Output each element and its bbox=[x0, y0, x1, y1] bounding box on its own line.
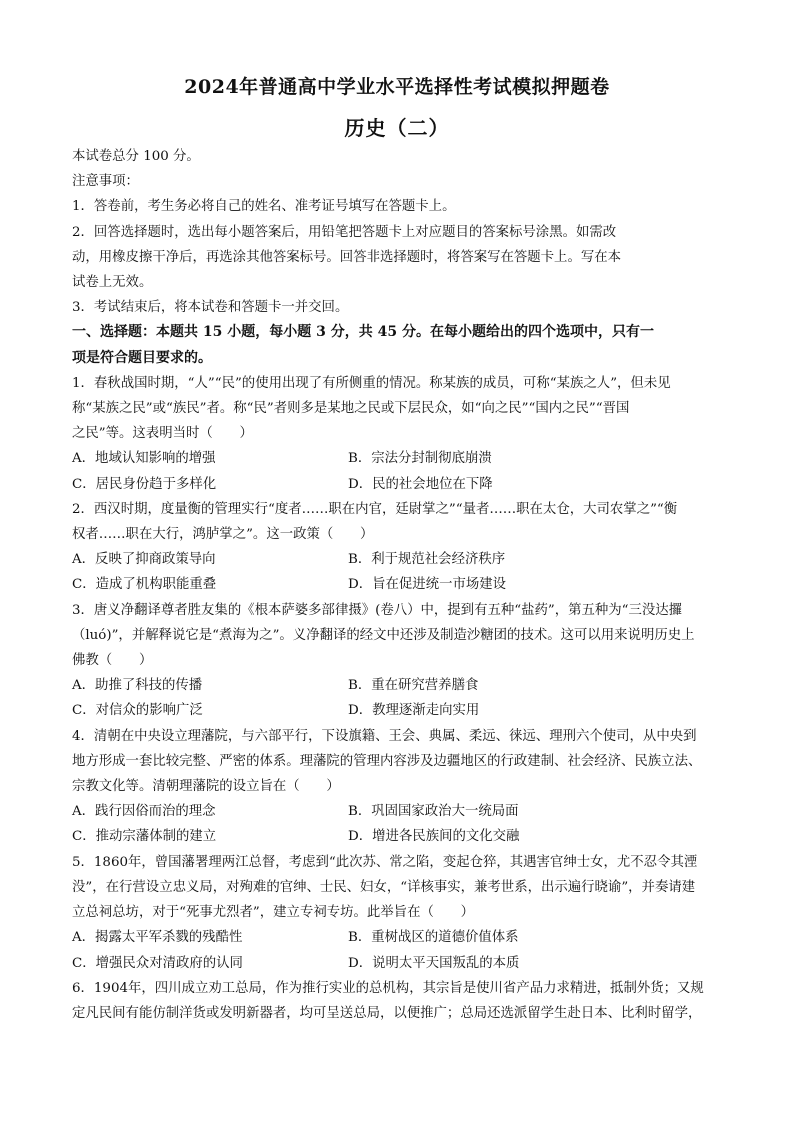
options-row bbox=[72, 799, 732, 824]
options-row bbox=[72, 951, 732, 976]
options-row bbox=[72, 547, 732, 572]
options-row bbox=[72, 698, 732, 723]
question-line: 定凡民间有能仿制洋货或发明新器者，均可呈送总局，以便推广；总局还选派留学生赴日本、比利时留学， bbox=[72, 1005, 702, 1021]
question-line: 3．唐义净翻译尊者胜友集的《根本萨婆多部律摄》(卷八）中，提到有五种“盐药”，第五种为“三没达攞 bbox=[72, 602, 683, 618]
option-b: B．利于规范社会经济秩序 bbox=[348, 552, 506, 568]
exam-title: 2024年普通高中学业水平选择性考试模拟押题卷 bbox=[184, 76, 610, 98]
question-line: 没”，在行营设立忠义局，对殉难的官绅、士民、妇女，“详核事实，兼考世系，出示遍行晓谕”，并奏请建 bbox=[72, 879, 696, 895]
question-4 bbox=[72, 724, 732, 850]
question-line: 地方形成一套比较完整、严密的体系。理藩院的管理内容涉及边疆地区的行政建制、社会经济、民族立法、 bbox=[72, 753, 702, 769]
question-line: 宗教文化等。清朝理藩院的设立旨在（ ） bbox=[72, 779, 340, 795]
section-heading-line-1: 一、选择题：本题共 15 小题，每小题 3 分，共 45 分。在每小题给出的四个选项中，只有一 bbox=[72, 324, 654, 341]
option-d: D．教理逐渐走向实用 bbox=[348, 703, 480, 719]
question-line: 称“某族之民”或“族民”者。称“民”者则多是某地之民或下层民众，如“向之民”“国内之民”“晋国 bbox=[72, 401, 630, 417]
option-d: D．旨在促进统一市场建设 bbox=[348, 577, 507, 593]
notice-item-2-line-2: 动，用橡皮擦干净后，再选涂其他答案标号。回答非选择题时，将答案写在答题卡上。写在本 bbox=[72, 249, 622, 265]
total-score-text: 本试卷总分 100 分。 bbox=[72, 149, 200, 164]
question-line: 权者……职在大行，鸿胪掌之”。这一政策（ ） bbox=[72, 527, 374, 543]
option-c: C．增强民众对清政府的认同 bbox=[72, 955, 243, 971]
notice-item-2-line-1: 2．回答选择题时，选出每小题答案后，用铅笔把答题卡上对应题目的答案标号涂黑。如需改 bbox=[72, 224, 617, 240]
question-3 bbox=[72, 598, 732, 724]
question-line: 之民”等。这表明当时（ ） bbox=[72, 426, 253, 442]
option-b: B．重在研究营养膳食 bbox=[348, 678, 479, 694]
question-1 bbox=[72, 371, 732, 497]
option-c: C．对信众的影响广泛 bbox=[72, 703, 203, 719]
option-d: D．增进各民族间的文化交融 bbox=[348, 829, 520, 845]
question-line: （luó)”，并解释说它是“煮海为之”。义净翻译的经文中还涉及制造沙糖团的技术。这可以用来说明历史上 bbox=[72, 627, 695, 643]
exam-subtitle: 历史（二） bbox=[344, 116, 450, 140]
option-a: A．地域认知影响的增强 bbox=[72, 451, 216, 467]
exam-body bbox=[72, 144, 732, 1026]
option-c: C．推动宗藩体制的建立 bbox=[72, 829, 217, 845]
notice-item-1: 1．答卷前，考生务必将自己的姓名、准考证号填写在答题卡上。 bbox=[72, 199, 456, 215]
options-row bbox=[72, 572, 732, 597]
question-line: 2．西汉时期，度量衡的管理实行“度者……职在内官，廷尉掌之”“量者……职在太仓，大司农掌之”“衡 bbox=[72, 501, 678, 517]
question-6 bbox=[72, 976, 732, 1026]
option-a: A．揭露太平军杀戮的残酷性 bbox=[72, 930, 243, 946]
option-a: A．助推了科技的传播 bbox=[72, 678, 203, 694]
option-d: D．说明太平天国叛乱的本质 bbox=[348, 955, 520, 971]
question-line: 5．1860年，曾国藩署理两江总督，考虑到“此次苏、常之陷，变起仓猝，其遇害官绅士女，尤不忍令其湮 bbox=[72, 854, 698, 870]
option-c: C．造成了机构职能重叠 bbox=[72, 577, 217, 593]
option-b: B．宗法分封制彻底崩溃 bbox=[348, 451, 492, 467]
option-b: B．重树战区的道德价值体系 bbox=[348, 930, 519, 946]
option-d: D．民的社会地位在下降 bbox=[348, 476, 493, 492]
options-row bbox=[72, 673, 732, 698]
question-2 bbox=[72, 497, 732, 598]
question-line: 佛教（ ） bbox=[72, 653, 153, 669]
option-a: A．践行因俗而治的理念 bbox=[72, 804, 216, 820]
options-row bbox=[72, 472, 732, 497]
question-line: 立总祠总坊，对于“死事尤烈者”，建立专祠专坊。此举旨在（ ） bbox=[72, 905, 475, 921]
notice-label: 注意事项： bbox=[72, 174, 139, 190]
question-5 bbox=[72, 850, 732, 976]
question-line: 6．1904年，四川成立劝工总局，作为推行实业的总机构，其宗旨是使川省产品力求精进，抵制外货；又规 bbox=[72, 980, 704, 996]
option-c: C．居民身份趋于多样化 bbox=[72, 476, 217, 492]
option-b: B．巩固国家政治大一统局面 bbox=[348, 804, 519, 820]
notice-item-3: 3．考试结束后，将本试卷和答题卡一并交回。 bbox=[72, 300, 349, 316]
notice-item-2-line-3: 试卷上无效。 bbox=[72, 275, 153, 291]
options-row bbox=[72, 446, 732, 471]
options-row bbox=[72, 824, 732, 849]
question-line: 1．春秋战国时期，“人”“民”的使用出现了有所侧重的情况。称某族的成员，可称“某族之人”，但未见 bbox=[72, 375, 671, 391]
question-line: 4．清朝在中央设立理藩院，与六部平行，下设旗籍、王会、典属、柔远、徕远、理刑六个使司，从中央到 bbox=[72, 728, 697, 744]
section-heading-line-2: 项是符合题目要求的。 bbox=[72, 349, 212, 366]
option-a: A．反映了抑商政策导向 bbox=[72, 552, 216, 568]
options-row bbox=[72, 925, 732, 950]
